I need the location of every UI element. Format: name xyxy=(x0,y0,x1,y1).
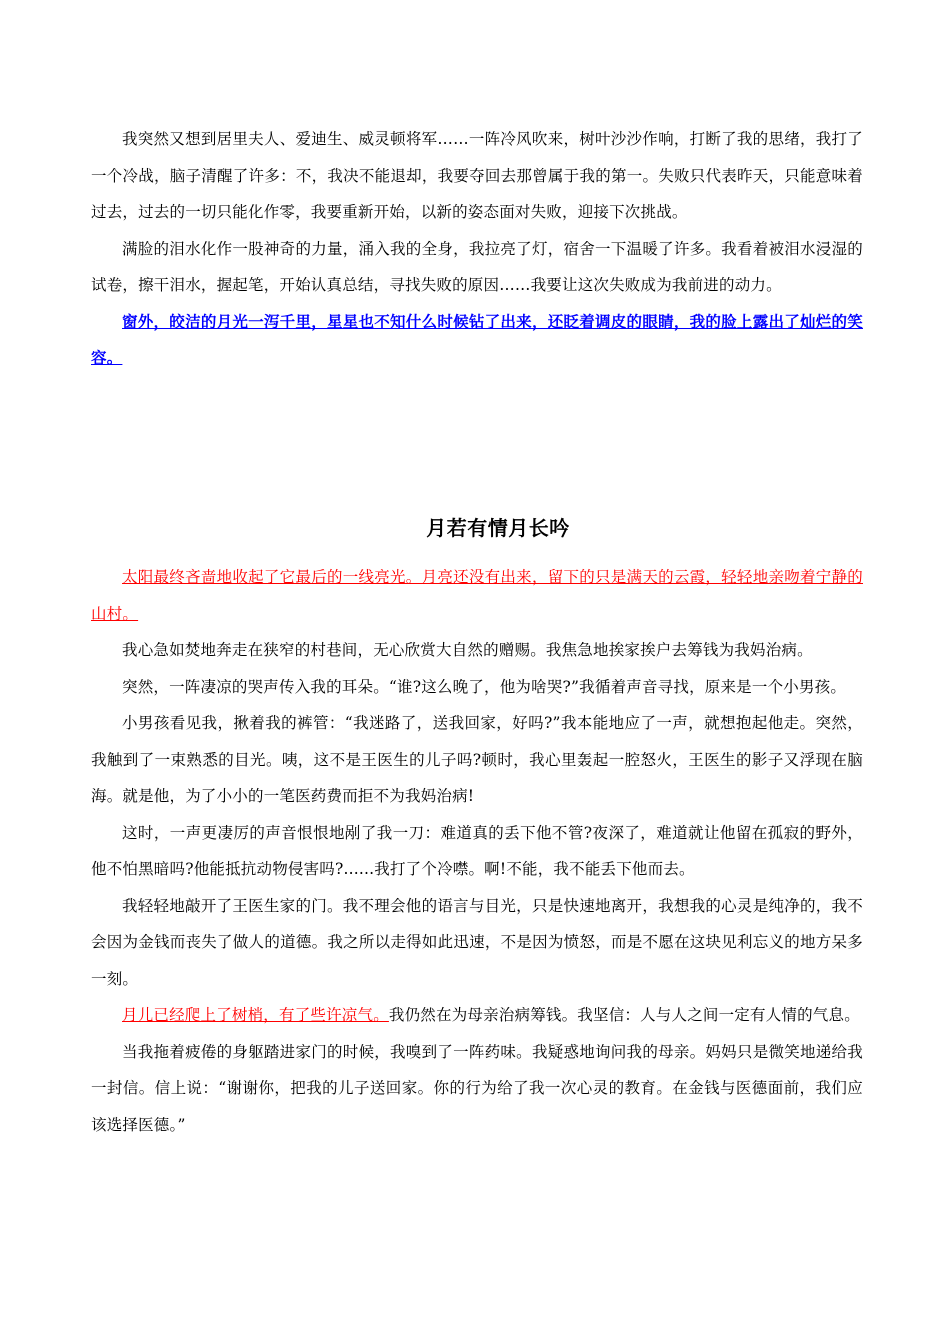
essay-section-2 xyxy=(91,559,863,1143)
paragraph: 这时，一声更凄厉的声音恨恨地剐了我一刀：难道真的丢下他不管?夜深了，难道就让他留在孤寂的野外，他不怕黑暗吗?他能抵抗动物侵害吗?......我打了个冷噤。啊!不能，我不能丢下他而去。 xyxy=(91,823,863,878)
paragraph: 我心急如焚地奔走在狭窄的村巷间，无心欣赏大自然的赠赐。我焦急地挨家挨户去筹钱为我妈治病。 xyxy=(122,641,813,659)
highlighted-text: 窗外，皎洁的月光一泻千里，星星也不知什么时候钻了出来，还眨着调皮的眼睛，我的脸上露出了灿烂的笑容。 xyxy=(91,311,863,367)
paragraph: 我突然又想到居里夫人、爱迪生、威灵顿将军……一阵冷风吹来，树叶沙沙作响，打断了我的思绪，我打了一个冷战，脑子清醒了许多：不，我决不能退却，我要夺回去那曾属于我的第一。失败只代表昨天，只能意味着过去，过去的一切只能化作零，我要重新开始，以新的姿态面对失败，迎接下次挑战。 xyxy=(91,130,863,221)
paragraph: 突然，一阵凄凉的哭声传入我的耳朵。“谁?这么晚了，他为啥哭?”我循着声音寻找，原来是一个小男孩。 xyxy=(122,677,847,696)
essay-section-1 xyxy=(91,121,863,377)
opening-paragraph xyxy=(91,559,863,632)
paragraph xyxy=(91,997,863,1034)
paragraph: 满脸的泪水化作一股神奇的力量，涌入我的全身，我拉亮了灯，宿舍一下温暖了许多。我看着被泪水浸湿的试卷，擦干泪水，握起笔，开始认真总结，寻找失败的原因……我要让这次失败成为我前进的动力。 xyxy=(91,239,863,294)
paragraph: 小男孩看见我，揪着我的裤管：“我迷路了，送我回家，好吗?”我本能地应了一声，就想抱起他走。突然，我触到了一束熟悉的目光。咦，这不是王医生的儿子吗?顿时，我心里轰起一腔怒火，王医生的影子又浮现在脑海。就是他，为了小小的一笔医药费而拒不为我妈治病! xyxy=(91,714,863,805)
highlighted-paragraph xyxy=(91,304,863,377)
red-underlined-text: 月儿已经爬上了树梢，有了些许凉气。 xyxy=(122,1006,389,1024)
essay-title: 月若有情月长吟 xyxy=(426,516,570,540)
paragraph: 当我拖着疲倦的身躯踏进家门的时候，我嗅到了一阵药味。我疑惑地询问我的母亲。妈妈只是微笑地递给我一封信。信上说：“谢谢你，把我的儿子送回家。你的行为给了我一次心灵的教育。在金钱与医德面前，我们应该选择医德。” xyxy=(91,1042,863,1134)
red-underlined-text: 太阳最终吝啬地收起了它最后的一线亮光。月亮还没有出来，留下的只是满天的云霞，轻轻地亲吻着宁静的山村。 xyxy=(91,568,863,623)
paragraph-text: 我仍然在为母亲治病筹钱。我坚信：人与人之间一定有人情的气息。 xyxy=(388,1006,860,1024)
paragraph: 我轻轻地敲开了王医生家的门。我不理会他的语言与目光，只是快速地离开，我想我的心灵是纯净的，我不会因为金钱而丧失了做人的道德。我之所以走得如此迅速，不是因为愤怒，而是不愿在这块见利忘义的地方呆多一刻。 xyxy=(91,896,863,988)
